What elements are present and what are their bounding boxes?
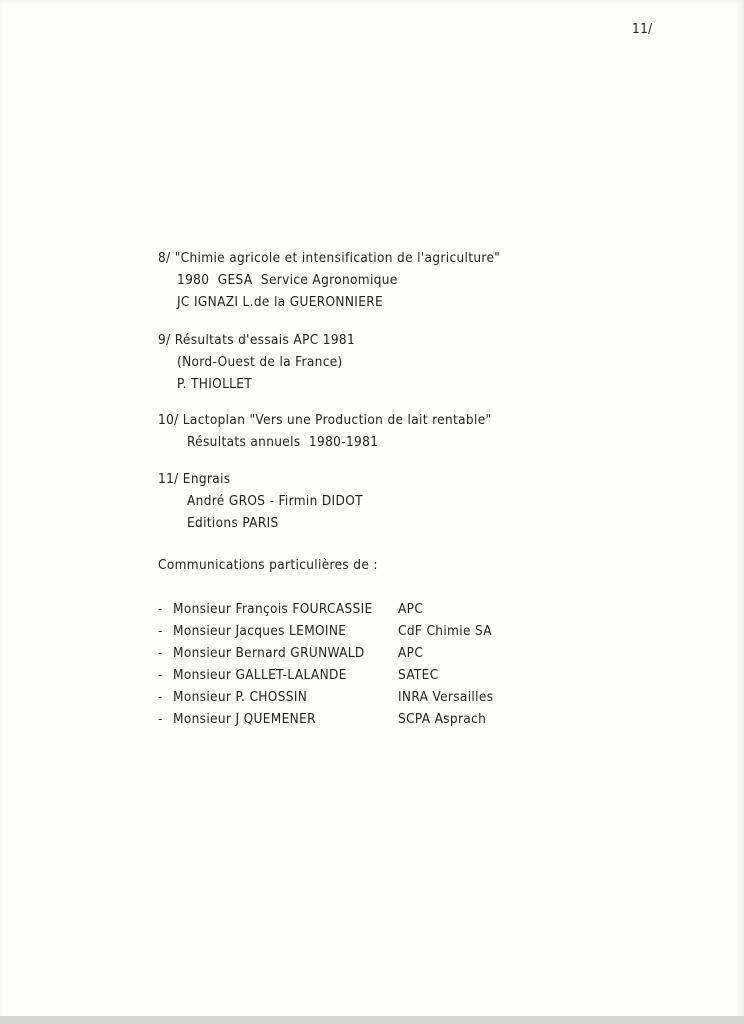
reference-9-heading: 9/ Résultats d'essais APC 1981 <box>158 332 356 348</box>
reference-9-line-2: P. THIOLLET <box>177 376 253 392</box>
contact-organization: APC <box>398 601 424 617</box>
contact-name: Monsieur Jacques LEMOINE <box>173 623 347 639</box>
scan-bottom-edge <box>0 1016 744 1024</box>
contact-name: Monsieur J QUEMENER <box>173 711 316 727</box>
contact-name: Monsieur P. CHOSSIN <box>173 689 308 705</box>
contact-dash: - <box>158 601 163 617</box>
contact-dash: - <box>158 711 163 727</box>
reference-11-line-1: André GROS - Firmin DIDOT <box>187 493 363 509</box>
reference-9-line-1: (Nord-Ouest de la France) <box>177 354 343 370</box>
reference-11-line-2: Editions PARIS <box>187 515 279 531</box>
contact-organization: SCPA Asprach <box>398 711 487 727</box>
contact-organization: CdF Chimie SA <box>398 623 492 639</box>
page-number: 11/ <box>632 21 653 37</box>
contact-organization: APC <box>398 645 424 661</box>
contact-dash: - <box>158 689 163 705</box>
reference-10-line-1: Résultats annuels 1980-1981 <box>187 434 379 450</box>
communications-heading: Communications particulières de : <box>158 557 378 573</box>
reference-10-heading: 10/ Lactoplan "Vers une Production de lait rentable" <box>158 412 492 428</box>
contact-name: Monsieur François FOURCASSIE <box>173 601 373 617</box>
contact-name: Monsieur GALLET-LALANDE <box>173 667 347 683</box>
contact-dash: - <box>158 667 163 683</box>
contact-organization: SATEC <box>398 667 439 683</box>
contact-dash: - <box>158 623 163 639</box>
reference-11-heading: 11/ Engrais <box>158 471 231 487</box>
reference-8-heading: 8/ "Chimie agricole et intensification de l'agriculture" <box>158 250 501 266</box>
contact-dash: - <box>158 645 163 661</box>
reference-8-line-2: JC IGNAZI L.de la GUERONNIERE <box>177 294 384 310</box>
reference-8-line-1: 1980 GESA Service Agronomique <box>177 272 398 288</box>
contact-organization: INRA Versailles <box>398 689 494 705</box>
contact-name: Monsieur Bernard GRUNWALD <box>173 645 365 661</box>
